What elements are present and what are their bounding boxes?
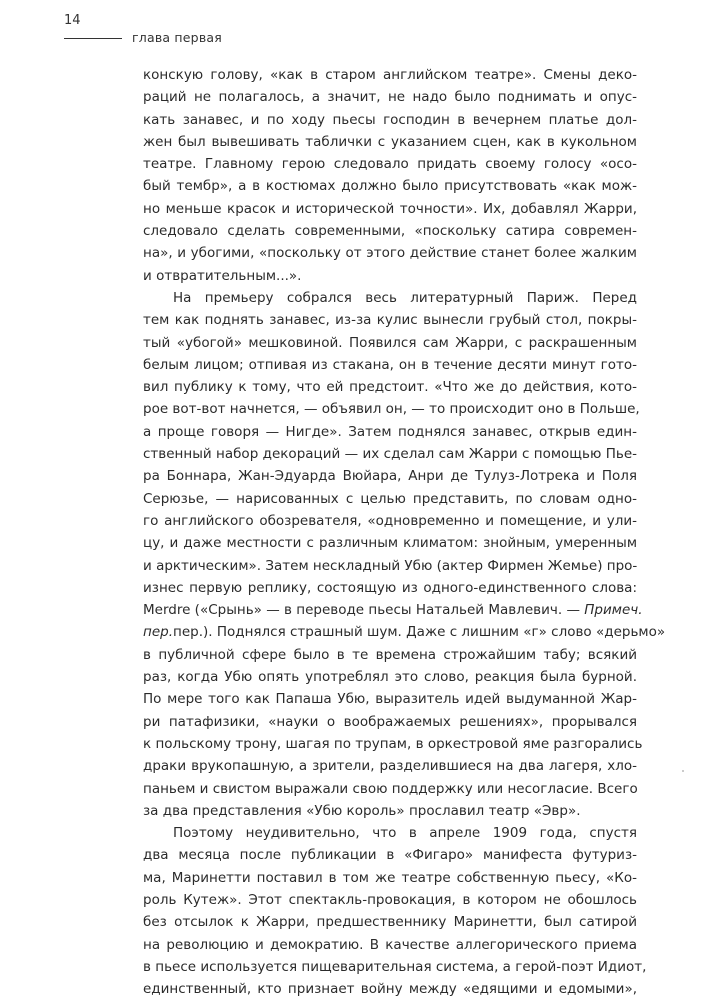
text-line: паньем и свистом выражали свою поддержку или несогласие. Всего [143, 780, 638, 797]
text-line: раз, когда Убю опять употреблял это слово, реакция была бурной. [143, 669, 637, 686]
text-segment: Merdre («Срынь» — в переводе пьесы Натальей Мавлевич. — [143, 602, 585, 619]
text-line: рое вот-вот начнется, — объявил он, — то происходит оно в Польше, [143, 401, 640, 418]
text-line: бый тембр», а в костюмах должно было присутствовать «как мож- [143, 178, 637, 195]
paragraph-3 [143, 822, 647, 1000]
text-line: белым лицом; отпивая из стакана, он в течение десяти минут гото- [143, 356, 637, 373]
text-line: а проще говоря — Нигде». Затем поднялся занавес, открыв един- [143, 423, 637, 440]
page-number: 14 [64, 13, 81, 28]
text-line [143, 599, 643, 621]
text-line: тый «убогой» мешковиной. Появился сам Жарри, с раскрашенным [143, 334, 637, 351]
text-line: роль Кутеж». Этот спектакль-провокация, в котором не обошлось [143, 891, 637, 908]
text-line: ри патафизики, «науки о воображаемых решениях», прорывался [143, 713, 637, 730]
text-line: Серюзье, — нарисованных с целью представить, по словам одно- [143, 490, 637, 507]
text-line: без отсылок к Жарри, предшественнику Маринетти, был сатирой [143, 914, 637, 931]
text-line: По мере того как Папаша Убю, выразитель идей выдуманной Жар- [143, 691, 637, 708]
italic-note: пер. [143, 624, 173, 641]
text-line: следовало сделать современными, «поскольку сатира современ- [143, 223, 637, 240]
italic-note: Примеч. [584, 602, 643, 619]
text-line: в публичной сфере было в те времена строжайшим табу; всякий [143, 646, 637, 663]
text-line: цу, и даже местности с различным климатом: знойным, умеренным [143, 535, 637, 552]
text-line: к польскому трону, шагая по трупам, в оркестровой яме разгорались [143, 735, 643, 752]
text-line: единственный, кто признает войну между «едящими и едомыми», [143, 981, 637, 998]
text-line: и арктическим». Затем нескладный Убю (актер Фирмен Жемье) про- [143, 557, 638, 574]
paragraph-1 [143, 64, 637, 287]
paragraph-2 [143, 287, 666, 822]
text-segment: пер.). Поднялся страшный шум. Даже с лишним «г» слово «дерьмо» [173, 624, 666, 641]
text-line: и отвратительным...». [143, 267, 302, 284]
header-rule [64, 38, 122, 39]
text-line: на», и убогими, «поскольку от этого действие станет более жалким [143, 245, 637, 262]
text-line: кать занавес, и по ходу пьесы господин в вечернем платье дол- [143, 111, 637, 128]
text-line: го английского обозревателя, «одновременно и помещение, и ули- [143, 512, 637, 529]
body-text [143, 64, 666, 1000]
text-line: жен был вывешивать таблички с указанием сцен, как в кукольном [143, 133, 637, 150]
text-line: два месяца после публикации в «Фигаро» манифеста футуриз- [143, 847, 637, 864]
text-line: на революцию и демократию. В качестве аллегорического приема [143, 936, 637, 953]
text-line: раций не полагалось, а значит, не надо было поднимать и опус- [143, 89, 637, 106]
text-line: театре. Главному герою следовало придать своему голосу «осо- [143, 156, 637, 173]
text-line: тем как поднять занавес, из-за кулис вынесли грубый стол, покры- [143, 312, 637, 329]
text-line: вил публику к тому, что ей предстоит. «Что же до действия, кото- [143, 379, 637, 396]
chapter-title: глава первая [132, 30, 222, 45]
text-line: ма, Маринетти поставил в том же театре собственную пьесу, «Ко- [143, 869, 637, 886]
text-line: конскую голову, «как в старом английском театре». Смены деко- [143, 67, 637, 83]
text-line: ра Боннара, Жан-Эдуарда Вюйара, Анри де Тулуз-Лотрека и Поля [143, 468, 637, 485]
text-line: Поэтому неудивительно, что в апреле 1909 года, спустя [173, 825, 637, 842]
text-line: драки врукопашную, а зрители, разделившиеся на два лагеря, хло- [143, 758, 637, 775]
text-line: ственный набор декораций — их сделал сам Жарри с помощью Пье- [143, 446, 637, 463]
text-line: На премьеру собрался весь литературный Париж. Перед [173, 289, 637, 306]
text-line: изнес первую реплику, состоящую из одного-единственного слова: [143, 579, 637, 596]
text-line [143, 621, 666, 643]
text-line: но меньше красок и исторической точности». Их, добавлял Жарри, [143, 200, 637, 217]
text-line: в пьесе используется пищеварительная система, а герой-поэт Идиот, [143, 958, 647, 975]
scan-speck [682, 770, 684, 772]
text-line: за два представления «Убю король» прославил театр «Эвр». [143, 802, 581, 819]
